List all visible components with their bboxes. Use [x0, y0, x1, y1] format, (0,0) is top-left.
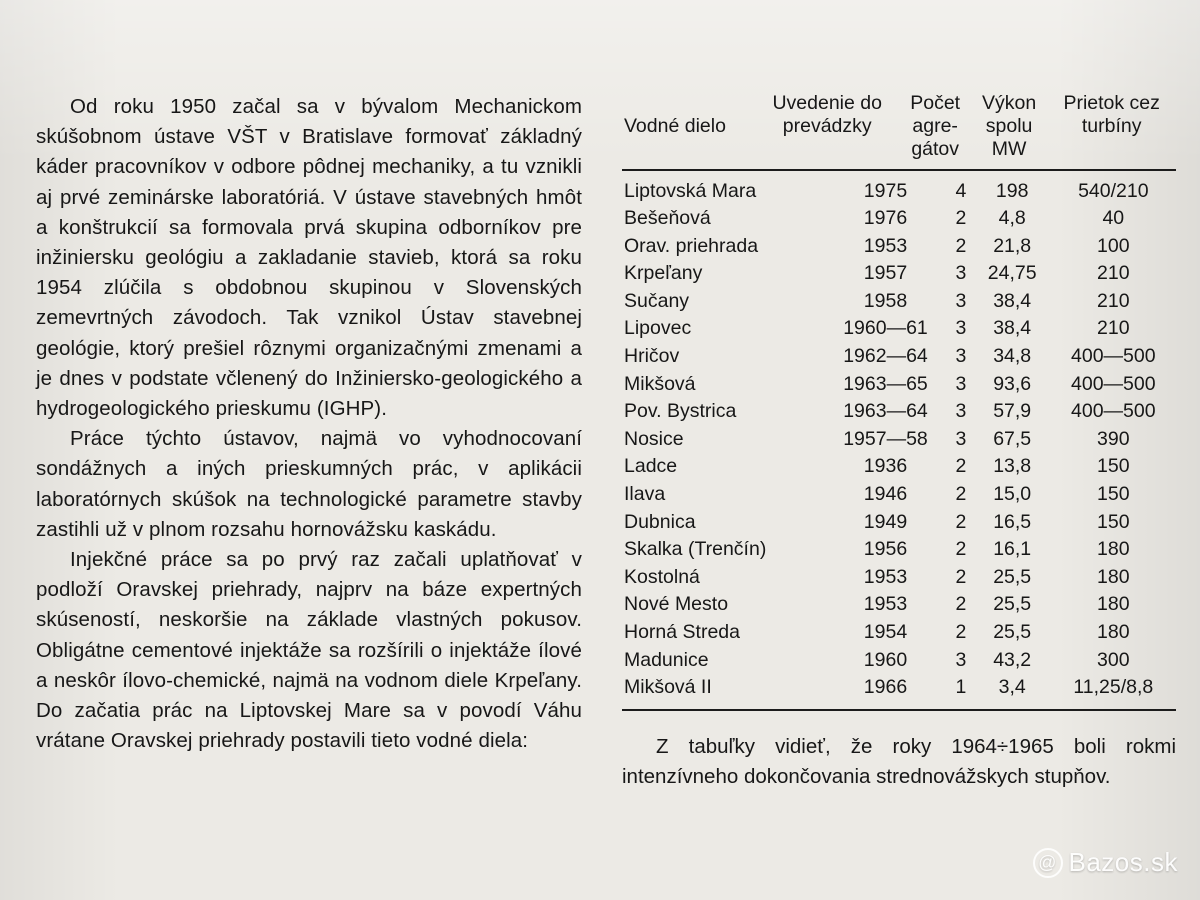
cell-units: 3: [955, 400, 967, 423]
paragraph-3: Injekčné práce sa po prvý raz začali uplatňovať v podloží Oravskej priehrady, najprv na báze expertných skúseností, neskoršie na základe vlastných pokusov. Obligátne cementové injektáže sa rozšírili o injektáže ílové a neskôr ílovo-chemické, najmä na vodnom diele Krpeľany. Do začatia prác na Liptovskej Mare sa v povodí Váhu vrátane Oravskej priehrady postavili tieto vodné diela:: [36, 548, 582, 753]
table-row: [622, 481, 1176, 509]
cell-units: 3: [955, 427, 967, 450]
cell-flow: 180: [1097, 538, 1130, 561]
table-header-rule: [622, 169, 1176, 171]
cell-commissioning: 1956: [863, 538, 908, 561]
table-row: [622, 563, 1176, 591]
header-line: agre-: [912, 115, 958, 137]
cell-flow: 210: [1097, 289, 1130, 312]
cell-commissioning: 1954: [863, 621, 908, 643]
cell-power: 43,2: [993, 648, 1032, 671]
column-header-commissioning: [755, 92, 900, 167]
cell-commissioning: 1975: [863, 179, 908, 202]
cell-power: 4,8: [998, 207, 1026, 230]
cell-flow: 210: [1097, 317, 1130, 340]
cell-commissioning: 1976: [863, 207, 908, 230]
cell-flow: 400—500: [1071, 372, 1156, 395]
cell-units: 2: [955, 234, 967, 257]
cell-commissioning: 1936: [863, 455, 908, 478]
water-works-table: [622, 92, 1176, 167]
table-row: [622, 370, 1176, 398]
cell-flow: 400—500: [1071, 400, 1156, 423]
cell-name: Orav. priehrada: [624, 234, 759, 257]
cell-name: Lipovec: [624, 317, 692, 340]
cell-commissioning: 1960: [863, 648, 908, 671]
cell-commissioning: 1957—58: [843, 427, 928, 450]
cell-flow: 180: [1097, 565, 1130, 588]
column-header-flow: [1047, 92, 1176, 167]
right-table-column: [600, 0, 1200, 900]
cell-commissioning: 1963—65: [843, 372, 928, 395]
header-line: MW: [991, 138, 1027, 160]
cell-power: 198: [995, 179, 1029, 202]
table-row: [622, 205, 1176, 233]
column-header-name: [622, 92, 755, 167]
cell-units: 2: [955, 483, 967, 506]
cell-flow: 300: [1097, 648, 1130, 671]
cell-name: Hričov: [624, 345, 680, 368]
cell-power: 16,1: [993, 538, 1032, 561]
cell-commissioning: 1953: [863, 234, 908, 257]
cell-commissioning: 1958: [863, 289, 908, 312]
cell-units: 3: [955, 289, 967, 312]
table-header-row: [622, 92, 1176, 167]
table-body: [622, 177, 1176, 701]
table-row: [622, 177, 1176, 205]
table-note: Z tabuľky vidieť, že roky 1964÷1965 boli rokmi intenzívneho dokončovania strednovážskych stupňov.: [622, 734, 1176, 788]
cell-name: Horná Streda: [624, 621, 740, 643]
cell-units: 3: [955, 345, 967, 368]
header-line: Prietok cez: [1063, 92, 1160, 114]
cell-power: 16,5: [993, 510, 1032, 533]
table-row: [622, 619, 1176, 647]
cell-flow: 150: [1097, 510, 1130, 533]
cell-flow: 400—500: [1071, 345, 1156, 368]
cell-name: Krpeľany: [624, 262, 703, 285]
cell-units: 4: [955, 179, 967, 202]
cell-flow: 180: [1097, 621, 1130, 643]
table-row: [622, 343, 1176, 371]
cell-power: 67,5: [993, 427, 1032, 450]
cell-units: 2: [955, 593, 967, 616]
cell-name: Ladce: [624, 455, 678, 478]
cell-flow: 150: [1097, 455, 1130, 478]
cell-power: 93,6: [993, 372, 1032, 395]
cell-flow: 180: [1097, 593, 1130, 616]
cell-units: 3: [955, 648, 967, 671]
cell-power: 25,5: [993, 621, 1032, 643]
cell-units: 3: [955, 372, 967, 395]
header-line: turbíny: [1081, 115, 1142, 137]
water-works-table-body: [622, 177, 1176, 701]
cell-power: 25,5: [993, 593, 1032, 616]
header-line: prevádzky: [782, 115, 872, 137]
table-row: [622, 536, 1176, 564]
cell-power: 24,75: [987, 262, 1037, 285]
cell-units: 2: [955, 455, 967, 478]
cell-units: 1: [955, 676, 967, 699]
table-row: [622, 646, 1176, 674]
cell-name: Nosice: [624, 427, 684, 450]
cell-commissioning: 1957: [863, 262, 908, 285]
header-line: Výkon: [981, 92, 1037, 114]
table-row: [622, 287, 1176, 315]
header-line: Vodné dielo: [624, 115, 726, 137]
table-row: [622, 425, 1176, 453]
cell-name: Skalka (Trenčín): [624, 538, 767, 561]
header-line: Uvedenie do: [772, 92, 882, 114]
cell-name: Bešeňová: [624, 207, 711, 230]
cell-name: Madunice: [624, 648, 709, 671]
cell-commissioning: 1966: [863, 676, 908, 699]
cell-power: 3,4: [998, 676, 1026, 699]
cell-power: 21,8: [993, 234, 1032, 257]
cell-power: 57,9: [993, 400, 1032, 423]
cell-name: Mikšová II: [624, 676, 712, 699]
cell-power: 38,4: [993, 317, 1032, 340]
cell-units: 2: [955, 621, 967, 643]
cell-power: 13,8: [993, 455, 1032, 478]
header-line: spolu: [985, 115, 1033, 137]
cell-name: Mikšová: [624, 372, 696, 395]
cell-flow: 210: [1097, 262, 1130, 285]
table-row: [622, 674, 1176, 702]
cell-name: Pov. Bystrica: [624, 400, 737, 423]
cell-name: Kostolná: [624, 565, 700, 588]
cell-units: 2: [955, 538, 967, 561]
table-row: [622, 453, 1176, 481]
cell-flow: 150: [1097, 483, 1130, 506]
at-sign-icon: [1033, 848, 1063, 878]
header-line: gátov: [911, 138, 960, 160]
cell-units: 2: [955, 207, 967, 230]
cell-power: 38,4: [993, 289, 1032, 312]
cell-name: Sučany: [624, 289, 690, 312]
cell-commissioning: 1953: [863, 565, 908, 588]
table-row: [622, 591, 1176, 619]
cell-name: Liptovská Mara: [624, 179, 757, 202]
cell-flow: 540/210: [1078, 179, 1149, 202]
watermark-text: Bazos.sk: [1068, 847, 1178, 877]
table-row: [622, 260, 1176, 288]
cell-commissioning: 1946: [863, 483, 908, 506]
header-line: Počet: [910, 92, 961, 114]
cell-name: Nové Mesto: [624, 593, 729, 616]
column-header-units: [900, 92, 971, 167]
cell-units: 3: [955, 262, 967, 285]
paragraph-1: Od roku 1950 začal sa v bývalom Mechanickom skúšobnom ústave VŠT v Bratislave formovať základný káder pracovníkov v odbore pôdnej mechaniky, a tu vznikli aj prvé zeminárske laboratóriá. V ústave stavebných hmôt a konštrukcií sa formovala prvá skupina odborníkov pre inžiniersku geológiu a zakladanie stavieb, ktorá sa roku 1954 zlúčila s obdobnou skupinou v Slovenských zemevrtných závodoch. Tak vznikol Ústav stavebnej geológie, ktorý prešiel rôznymi organizačnými zmenami a je dnes v podstate včlenený do Inžiniersko-geologického a hydrogeologického prieskumu (IGHP).: [36, 95, 582, 421]
cell-power: 15,0: [993, 483, 1032, 506]
table-row: [622, 508, 1176, 536]
cell-units: 2: [955, 510, 967, 533]
cell-commissioning: 1953: [863, 593, 908, 616]
cell-units: 2: [955, 565, 967, 588]
cell-flow: 11,25/8,8: [1073, 676, 1154, 699]
cell-power: 34,8: [993, 345, 1032, 368]
cell-flow: 40: [1102, 207, 1125, 230]
cell-name: Dubnica: [624, 510, 696, 533]
table-row: [622, 232, 1176, 260]
table-row: [622, 315, 1176, 343]
cell-commissioning: 1962—64: [843, 345, 928, 368]
table-header: [622, 92, 1176, 167]
table-row: [622, 398, 1176, 426]
cell-commissioning: 1949: [863, 510, 908, 533]
table-bottom-rule: [622, 709, 1176, 711]
cell-flow: 390: [1097, 427, 1130, 450]
cell-flow: 100: [1097, 234, 1130, 257]
column-header-power: [971, 92, 1048, 167]
cell-commissioning: 1963—64: [843, 400, 928, 423]
cell-units: 3: [955, 317, 967, 340]
cell-name: Ilava: [624, 483, 666, 506]
cell-power: 25,5: [993, 565, 1032, 588]
paragraph-2: Práce týchto ústavov, najmä vo vyhodnocovaní sondážnych a iných prieskumných prác, v aplikácii laboratórnych skúšok na technologické parametre stavby zastihli už v plnom rozsahu hornovážsku kaskádu.: [36, 427, 582, 541]
cell-commissioning: 1960—61: [843, 317, 928, 340]
watermark: [1033, 847, 1179, 878]
